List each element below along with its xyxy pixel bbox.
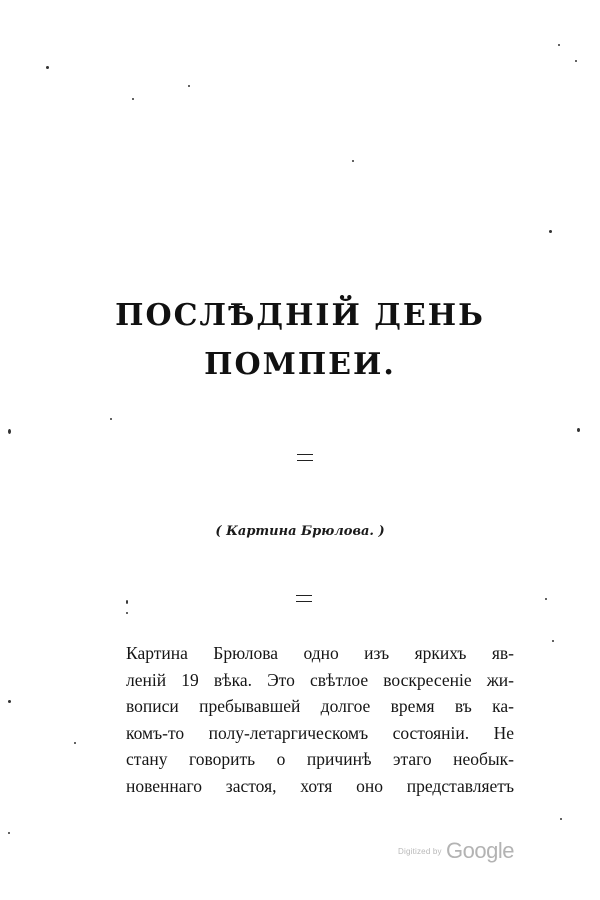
chapter-title-line-2: ПОМПЕИ.: [204, 347, 396, 382]
scan-speck: [352, 160, 354, 162]
scan-speck: [188, 85, 190, 87]
double-rule-divider: [296, 595, 312, 602]
scan-speck: [577, 428, 580, 432]
body-line: Картина Брюлова одно изъ яркихъ яв-: [126, 643, 514, 663]
digitized-by-google-watermark: [398, 838, 528, 864]
body-line: комъ-то полу-летаргическомъ состояніи. Не: [126, 722, 514, 743]
scan-speck: [46, 66, 49, 69]
scan-speck: [8, 832, 10, 834]
body-paragraph: [126, 640, 514, 800]
double-rule-divider: [297, 454, 313, 461]
scan-speck: [74, 742, 76, 744]
watermark-prefix: Digitized by: [398, 847, 442, 856]
scan-speck: [558, 44, 560, 46]
scan-speck: [549, 230, 552, 233]
scan-speck: [110, 418, 112, 420]
body-line: леній 19 вѣка. Это свѣтлое воскресеніе жи-: [126, 669, 514, 690]
scan-speck: [8, 429, 11, 434]
chapter-title-line-1: ПОСЛѢДНІЙ ДЕНЬ: [115, 298, 485, 333]
scan-speck: [126, 612, 128, 614]
scan-speck: [8, 700, 11, 703]
body-line: новеннаго застоя, хотя оно представляетъ: [126, 775, 514, 796]
chapter-subtitle: ( Картина Брюлова. ): [215, 524, 385, 539]
scan-speck: [126, 600, 128, 604]
body-line: стану говорить о причинѣ этаго необык-: [126, 749, 514, 770]
scan-speck: [575, 60, 577, 62]
google-logo: Google: [446, 838, 514, 863]
scan-speck: [545, 598, 547, 600]
body-line: вописи пребывавшей долгое время въ ка-: [126, 696, 514, 717]
scan-speck: [560, 818, 562, 820]
scan-speck: [552, 640, 554, 642]
scan-speck: [132, 98, 134, 100]
